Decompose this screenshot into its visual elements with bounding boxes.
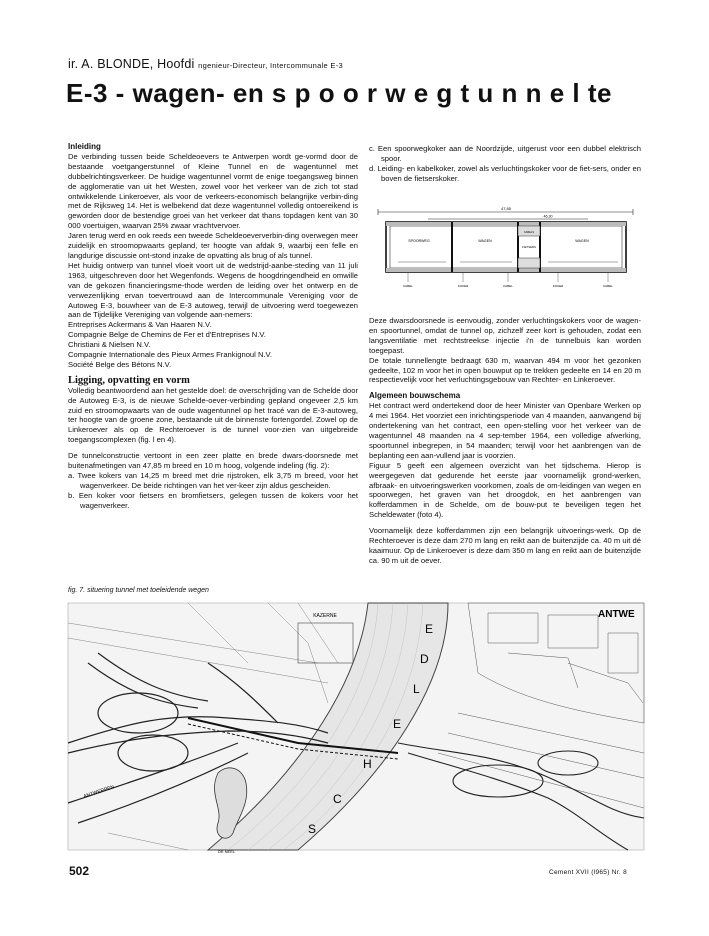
paragraph: De verbinding tussen beide Scheldeoevers te Antwerpen wordt ge-vormd door de bestaande voetgangerstunnel of Kleine Tunnel en de wagentunnel met dubbelrichtingsverkeer. De huidige wagentunnel vormt de enige toegangsweg binnen de agglomeratie van uit het Westen, zowel voor het verkeer van de zich tot stad ontwikkelende Linkeroever, als voor de verkeers-economisch belangrijke verbin-ding met de Rijksweg 14. Het is welbekend dat deze wagentunnel volledig ontoereikend is geworden door de bestendige groei van het verkeer dat thans topdagen kent van 30 000 voertuigen, waarvan 25% zwaar vrachtvervoer. (68, 151, 358, 231)
river-letter: C (333, 792, 342, 806)
list-item: d. Leiding- en kabelkoker, zowel als verluchtingskoker voor de fiet-sers, onder en boven de fietserskoker. (369, 163, 641, 183)
article-title: E-3 - wagen- en s p o o r w e g t u n n e l te (66, 78, 612, 108)
tube-list (68, 471, 358, 511)
contractor-item: Compagnie Internationale des Pieux Armes Frankignoul N.V. (68, 350, 273, 360)
figure-caption: fig. 7. situering tunnel met toeleidende wegen (68, 587, 209, 594)
river-letter: E (393, 717, 402, 731)
contractor-item: Entreprises Ackermans & Van Haaren N.V. (68, 320, 212, 330)
section-bottom-label: KABEL (403, 284, 413, 288)
contractor-item: Compagnie Belge de Chemins de Fer et d'Entreprises N.V. (68, 330, 266, 340)
section-bottom-label: KABEL (503, 284, 513, 288)
road-tube-left-label: WAGEN (478, 239, 492, 243)
list-item: a. Twee kokers van 14,25 m breed met drie rijstroken, elk 3,75 m breed, voor het wagenverkeer. De beide richtingen van het ver-keer zijn aldus gescheiden. (68, 471, 358, 490)
paragraph: Volledig beantwoordend aan het gestelde doel: de overschrijding van de Schelde door de Autoweg E-3, is de nieuwe Schelde-oever-verbinding gepland ongeveer 2,5 km zuid en stroomopwaarts van de oude wagentunnel op het tracé van de E-3-autoweg, ter hoogte van de groene zone, bestaande uit de binnenste fortengordel. Zowel op de Linkeroever als op de Rechteroever is de tunnel voor-zien van uitgebreide toegangscomplexen (fig. l en 4). (68, 385, 358, 445)
right-column-list (369, 144, 641, 184)
list-item: b. Een koker voor fietsers en bromfietsers, gelegen tussen de kokers voor het wagenverkeer. (68, 490, 358, 510)
paragraph: Het contract werd ondertekend door de heer Minister van Openbare Werken op 4 mei 1964. Het voorziet een inrichtingsperiode van 4 maanden, aanvangend bij ondertekening van het contract, een open-stelling voor het verkeer van de wagentunnel 48 maanden na 4 sep-tember 1964, een volledige afwerking, spoortunnel inbegrepen, in 54 maanden; terwijl voor het aanbrengen van de beplanting een aan-vullend jaar is voorzien. (369, 401, 641, 460)
right-column (369, 316, 641, 566)
site-plan-map (68, 603, 644, 854)
cable-tube-label: KABELS (523, 231, 535, 234)
contractor-item: Christiani & Nielsen N.V. (68, 340, 151, 350)
journal-reference: Cement XVII (l965) Nr. 8 (549, 869, 628, 876)
railway-tube-label: SPOORWEG (408, 239, 430, 243)
road-tube-right-label: WAGEN (575, 239, 589, 243)
river-letter: E (425, 622, 434, 636)
river-letter: D (420, 652, 429, 666)
river-letter: L (413, 682, 420, 696)
paragraph: Deze dwarsdoorsnede is eenvoudig, zonder verluchtingskokers voor de wagen- en spoortunnel, omdat de tunnel op, zichzelf zeer kort is gehouden, zodat een langsventilatie met rechtstreekse injectie i'n de tunnelbuis kan worden toegepast. (369, 316, 641, 355)
author-function: ngenieur-Directeur, Intercommunale E-3 (198, 61, 343, 70)
bike-tube-label: FIETSERS (522, 245, 536, 249)
tunnel-cross-section-drawing (368, 204, 643, 292)
map-small-label: DE NEEL (218, 849, 236, 854)
paragraph: De tunnelconstructie vertoont in een zeer platte en brede dwars-doorsnede met buitenafmetingen van 47,85 m breed en 10 m hoog, volgende indeling (fig. 2): (68, 451, 358, 471)
heading-ligging: Ligging, opvatting en vorm (68, 374, 190, 386)
river-letter: H (363, 757, 372, 771)
paragraph: Jaren terug werd en ook reeds een tweede Scheldeoeververbin-ding overwegen meer zuidelijk en stroomopwaarts gepland, ter hoogte van afdak 9, waarbij een felle en langdurige discussie ont-stond inzake de opvatting als brug of als tunnel. (68, 231, 358, 260)
section-bottom-label: KOKER (552, 284, 564, 288)
author-name: ir. A. BLONDE, Hoofdi (68, 57, 195, 71)
author-line (68, 57, 343, 71)
map-label-antwerpen: ANTWE (598, 609, 635, 620)
map-road-label: ANTWERPEN (82, 784, 116, 800)
paragraph: Het huidig ontwerp van tunnel vloeit voort uit de wedstrijd-aanbe-steding van 11 juli 1963, uitgeschreven door het Wegenfonds. Wegens de hoogdringendheid en omwille van de gekozen financieringsme-thode werden de leiding over het ontwerp en de verwezenlijking ervan toevertrouwd aan de Intercommunale Vereniging voor de Autoweg E-3, bouwheer van de E-3 autoweg, terwijl de uitvoering werd toegewezen aan de Tijdelijke Vereniging van volgende aan-nemers: (68, 260, 358, 320)
section-bottom-label: KOKER (457, 284, 469, 288)
river-letter: S (308, 822, 317, 836)
inner-width-dimension: 46,30 (543, 214, 553, 219)
total-width-dimension: 47,85 (500, 206, 512, 211)
list-item: c. Een spoorwegkoker aan de Noordzijde, uitgerust voor een dubbel elektrisch spoor. (369, 144, 641, 163)
heading-inleiding: Inleiding (68, 142, 101, 151)
map-label-kazerne: KAZERNE (313, 613, 337, 619)
left-column (68, 142, 358, 511)
paragraph: Voornamelijk deze kofferdammen zijn een belangrijk uitvoerings-werk. Op de Rechteroever is deze dam 270 m lang en reikt aan de buitenzijde ca. 40 m uit dé kaaimuur. Op de Linkeroever is deze dam 350 m lang en reikt aan de buitenzijde ca. 90 m uit de oever. (369, 526, 641, 565)
contractor-item: Société Belge des Bétons N.V. (68, 359, 172, 369)
paragraph: Figuur 5 geeft een algemeen overzicht van het tijdschema. Hierop is weergegeven dat gedurende het eerste jaar voornamelijk grond-werken, afbraak- en uitvoeringswerken voorkomen, zoals de om-leidingen van wegen en spoorwegen, het graven van het droogdok, en het aanbrengen van kofferdammen in de Schelde, om de bouw-put te beveiligen tegen het Scheldewater (foto 4). (369, 460, 641, 520)
page-number: 502 (69, 864, 90, 878)
heading-bouwschema: Algemeen bouwschema (369, 391, 461, 401)
section-bottom-label: KABEL (603, 284, 613, 288)
paragraph: De totale tunnellengte bedraagt 630 m, waarvan 494 m voor het gezonken gedeelte, 102 m voor het in open bouwput op te trekken gedeelte en 14 en 20 m respectievelijk voor het verluchtingsgebouw van Rechter- en Linkeroever. (369, 355, 641, 385)
